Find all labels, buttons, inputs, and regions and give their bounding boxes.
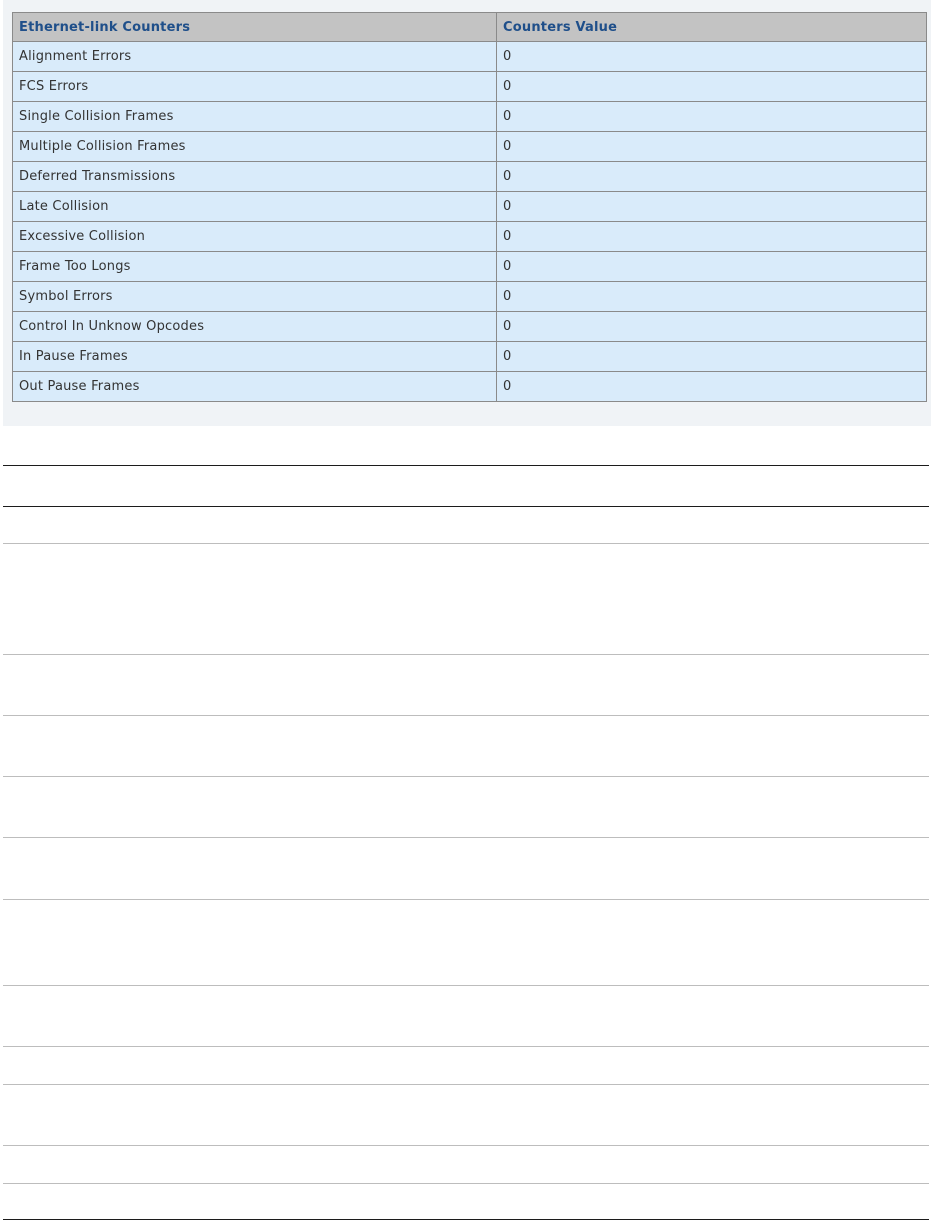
counter-value: 0 [497, 222, 927, 252]
table-header-row [13, 13, 927, 42]
table-row [13, 162, 927, 192]
divider-row [3, 985, 929, 986]
table-row [13, 252, 927, 282]
counter-name: Control In Unknow Opcodes [13, 312, 497, 342]
table-row [13, 72, 927, 102]
counter-value: 0 [497, 282, 927, 312]
counter-value: 0 [497, 252, 927, 282]
counter-name: Late Collision [13, 192, 497, 222]
counter-value: 0 [497, 192, 927, 222]
counter-value: 0 [497, 102, 927, 132]
divider-row [3, 715, 929, 716]
counter-name: Frame Too Longs [13, 252, 497, 282]
table-row [13, 132, 927, 162]
header-value: Counters Value [497, 13, 927, 42]
divider-row [3, 1183, 929, 1184]
counter-name: Symbol Errors [13, 282, 497, 312]
table-row [13, 342, 927, 372]
table-row [13, 312, 927, 342]
counter-name: Out Pause Frames [13, 372, 497, 402]
counter-name: Single Collision Frames [13, 102, 497, 132]
counter-name: Multiple Collision Frames [13, 132, 497, 162]
counter-value: 0 [497, 312, 927, 342]
counters-panel [3, 0, 931, 426]
divider-row [3, 776, 929, 777]
table-row [13, 372, 927, 402]
counter-name: FCS Errors [13, 72, 497, 102]
counter-name: In Pause Frames [13, 342, 497, 372]
divider-row [3, 899, 929, 900]
divider-row [3, 1046, 929, 1047]
counter-name: Excessive Collision [13, 222, 497, 252]
counter-value: 0 [497, 162, 927, 192]
counter-value: 0 [497, 42, 927, 72]
divider-row [3, 1145, 929, 1146]
ethernet-link-counters-table [12, 12, 927, 402]
counter-value: 0 [497, 72, 927, 102]
counter-value: 0 [497, 372, 927, 402]
table-row [13, 192, 927, 222]
divider-row [3, 1084, 929, 1085]
table-row [13, 42, 927, 72]
table-row [13, 282, 927, 312]
divider-row [3, 654, 929, 655]
divider-row [3, 837, 929, 838]
table-row [13, 222, 927, 252]
divider-header [3, 506, 929, 507]
counter-value: 0 [497, 342, 927, 372]
divider-bottom [3, 1219, 929, 1220]
table-row [13, 102, 927, 132]
header-counter: Ethernet-link Counters [13, 13, 497, 42]
divider-top [3, 465, 929, 466]
counter-value: 0 [497, 132, 927, 162]
counter-name: Deferred Transmissions [13, 162, 497, 192]
counter-name: Alignment Errors [13, 42, 497, 72]
divider-row [3, 543, 929, 544]
